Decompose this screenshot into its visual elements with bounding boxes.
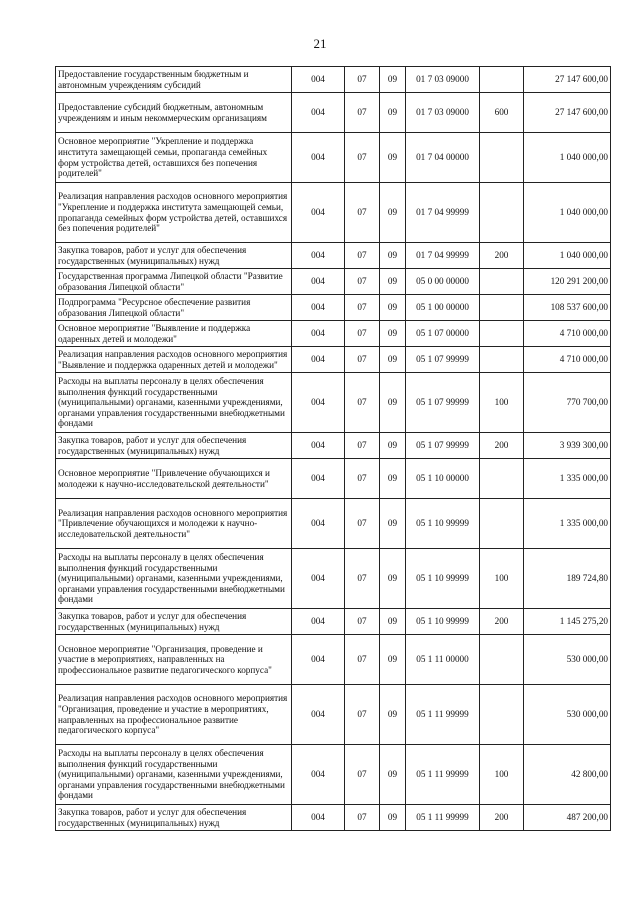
expense-type-cell xyxy=(480,67,524,93)
subsection-code-cell: 09 xyxy=(380,685,406,745)
section-code-cell: 07 xyxy=(345,805,380,831)
subsection-code-cell: 09 xyxy=(380,269,406,295)
subsection-code-cell: 09 xyxy=(380,243,406,269)
section-code-cell: 07 xyxy=(345,685,380,745)
amount-cell: 27 147 600,00 xyxy=(524,93,611,133)
table-row xyxy=(56,373,611,433)
subsection-code-cell: 09 xyxy=(380,321,406,347)
subsection-code-cell: 09 xyxy=(380,373,406,433)
ministry-code-cell: 004 xyxy=(292,269,345,295)
section-code-cell: 07 xyxy=(345,269,380,295)
target-article-cell: 05 1 07 00000 xyxy=(406,321,480,347)
section-code-cell: 07 xyxy=(345,347,380,373)
ministry-code-cell: 004 xyxy=(292,321,345,347)
amount-cell: 530 000,00 xyxy=(524,685,611,745)
subsection-code-cell: 09 xyxy=(380,347,406,373)
section-code-cell: 07 xyxy=(345,93,380,133)
amount-cell: 770 700,00 xyxy=(524,373,611,433)
expense-type-cell xyxy=(480,459,524,499)
section-code-cell: 07 xyxy=(345,433,380,459)
ministry-code-cell: 004 xyxy=(292,685,345,745)
section-code-cell: 07 xyxy=(345,321,380,347)
amount-cell: 120 291 200,00 xyxy=(524,269,611,295)
expense-type-cell xyxy=(480,499,524,549)
amount-cell: 1 335 000,00 xyxy=(524,499,611,549)
table-row xyxy=(56,499,611,549)
expense-type-cell: 100 xyxy=(480,373,524,433)
ministry-code-cell: 004 xyxy=(292,499,345,549)
row-name-cell: Расходы на выплаты персоналу в целях обеспечения выполнения функций государственными (муниципальными) органами, казенными учреждениями, органами управления государственными внебюджетными фондами xyxy=(56,745,292,805)
ministry-code-cell: 004 xyxy=(292,635,345,685)
subsection-code-cell: 09 xyxy=(380,459,406,499)
ministry-code-cell: 004 xyxy=(292,133,345,183)
ministry-code-cell: 004 xyxy=(292,459,345,499)
table-row xyxy=(56,685,611,745)
ministry-code-cell: 004 xyxy=(292,373,345,433)
table-row xyxy=(56,243,611,269)
subsection-code-cell: 09 xyxy=(380,499,406,549)
section-code-cell: 07 xyxy=(345,609,380,635)
subsection-code-cell: 09 xyxy=(380,433,406,459)
ministry-code-cell: 004 xyxy=(292,805,345,831)
row-name-cell: Реализация направления расходов основного мероприятия "Организация, проведение и участие в мероприятиях, направленных на профессиональное развитие педагогического корпуса" xyxy=(56,685,292,745)
expense-type-cell: 200 xyxy=(480,805,524,831)
target-article-cell: 05 1 10 99999 xyxy=(406,549,480,609)
page-number: 21 xyxy=(313,36,327,51)
section-code-cell: 07 xyxy=(345,373,380,433)
target-article-cell: 05 1 11 99999 xyxy=(406,805,480,831)
table-row xyxy=(56,549,611,609)
table-row xyxy=(56,459,611,499)
table-row xyxy=(56,133,611,183)
amount-cell: 1 335 000,00 xyxy=(524,459,611,499)
section-code-cell: 07 xyxy=(345,133,380,183)
subsection-code-cell: 09 xyxy=(380,67,406,93)
table-row xyxy=(56,635,611,685)
row-name-cell: Основное мероприятие "Привлечение обучающихся и молодежи к научно-исследовательской деятельности" xyxy=(56,459,292,499)
target-article-cell: 01 7 03 09000 xyxy=(406,67,480,93)
table-row xyxy=(56,609,611,635)
amount-cell: 3 939 300,00 xyxy=(524,433,611,459)
row-name-cell: Расходы на выплаты персоналу в целях обеспечения выполнения функций государственными (муниципальными) органами, казенными учреждениями, органами управления государственными внебюджетными фондами xyxy=(56,373,292,433)
subsection-code-cell: 09 xyxy=(380,133,406,183)
table-row xyxy=(56,93,611,133)
expense-type-cell xyxy=(480,685,524,745)
table-row xyxy=(56,433,611,459)
ministry-code-cell: 004 xyxy=(292,745,345,805)
expense-type-cell xyxy=(480,635,524,685)
row-name-cell: Закупка товаров, работ и услуг для обеспечения государственных (муниципальных) нужд xyxy=(56,433,292,459)
expense-type-cell xyxy=(480,295,524,321)
section-code-cell: 07 xyxy=(345,459,380,499)
target-article-cell: 01 7 04 99999 xyxy=(406,183,480,243)
expense-type-cell: 200 xyxy=(480,609,524,635)
expense-type-cell: 200 xyxy=(480,243,524,269)
ministry-code-cell: 004 xyxy=(292,183,345,243)
table-row xyxy=(56,745,611,805)
target-article-cell: 05 1 07 99999 xyxy=(406,373,480,433)
amount-cell: 1 145 275,20 xyxy=(524,609,611,635)
target-article-cell: 05 1 07 99999 xyxy=(406,433,480,459)
expense-type-cell: 200 xyxy=(480,433,524,459)
row-name-cell: Предоставление субсидий бюджетным, автономным учреждениям и иным некоммерческим организациям xyxy=(56,93,292,133)
amount-cell: 42 800,00 xyxy=(524,745,611,805)
section-code-cell: 07 xyxy=(345,549,380,609)
budget-table xyxy=(55,66,611,831)
amount-cell: 1 040 000,00 xyxy=(524,243,611,269)
row-name-cell: Предоставление государственным бюджетным и автономным учреждениям субсидий xyxy=(56,67,292,93)
section-code-cell: 07 xyxy=(345,243,380,269)
section-code-cell: 07 xyxy=(345,745,380,805)
amount-cell: 189 724,80 xyxy=(524,549,611,609)
ministry-code-cell: 004 xyxy=(292,93,345,133)
row-name-cell: Основное мероприятие "Выявление и поддержка одаренных детей и молодежи" xyxy=(56,321,292,347)
amount-cell: 487 200,00 xyxy=(524,805,611,831)
subsection-code-cell: 09 xyxy=(380,805,406,831)
expense-type-cell xyxy=(480,183,524,243)
expense-type-cell xyxy=(480,347,524,373)
subsection-code-cell: 09 xyxy=(380,609,406,635)
row-name-cell: Закупка товаров, работ и услуг для обеспечения государственных (муниципальных) нужд xyxy=(56,805,292,831)
expense-type-cell xyxy=(480,269,524,295)
target-article-cell: 01 7 04 99999 xyxy=(406,243,480,269)
amount-cell: 4 710 000,00 xyxy=(524,347,611,373)
row-name-cell: Реализация направления расходов основного мероприятия "Укрепление и поддержка института замещающей семьи, пропаганда семейных форм устройства детей, оставшихся без попечения родителей" xyxy=(56,183,292,243)
subsection-code-cell: 09 xyxy=(380,549,406,609)
target-article-cell: 01 7 04 00000 xyxy=(406,133,480,183)
row-name-cell: Основное мероприятие "Укрепление и поддержка института замещающей семьи, пропаганда семейных форм устройства детей, оставшихся без попечения родителей" xyxy=(56,133,292,183)
table-row xyxy=(56,347,611,373)
ministry-code-cell: 004 xyxy=(292,347,345,373)
target-article-cell: 05 1 11 00000 xyxy=(406,635,480,685)
target-article-cell: 05 1 10 99999 xyxy=(406,499,480,549)
section-code-cell: 07 xyxy=(345,67,380,93)
subsection-code-cell: 09 xyxy=(380,635,406,685)
table-row xyxy=(56,67,611,93)
expense-type-cell xyxy=(480,133,524,183)
ministry-code-cell: 004 xyxy=(292,433,345,459)
ministry-code-cell: 004 xyxy=(292,549,345,609)
table-row xyxy=(56,295,611,321)
row-name-cell: Реализация направления расходов основного мероприятия "Выявление и поддержка одаренных детей и молодежи" xyxy=(56,347,292,373)
section-code-cell: 07 xyxy=(345,295,380,321)
target-article-cell: 05 1 07 99999 xyxy=(406,347,480,373)
target-article-cell: 05 1 10 99999 xyxy=(406,609,480,635)
subsection-code-cell: 09 xyxy=(380,93,406,133)
table-row xyxy=(56,269,611,295)
expense-type-cell: 600 xyxy=(480,93,524,133)
ministry-code-cell: 004 xyxy=(292,295,345,321)
ministry-code-cell: 004 xyxy=(292,609,345,635)
row-name-cell: Закупка товаров, работ и услуг для обеспечения государственных (муниципальных) нужд xyxy=(56,609,292,635)
amount-cell: 4 710 000,00 xyxy=(524,321,611,347)
amount-cell: 27 147 600,00 xyxy=(524,67,611,93)
amount-cell: 1 040 000,00 xyxy=(524,183,611,243)
amount-cell: 530 000,00 xyxy=(524,635,611,685)
table-row xyxy=(56,321,611,347)
amount-cell: 108 537 600,00 xyxy=(524,295,611,321)
row-name-cell: Основное мероприятие "Организация, проведение и участие в мероприятиях, направленных на профессиональное развитие педагогического корпуса" xyxy=(56,635,292,685)
target-article-cell: 05 1 11 99999 xyxy=(406,685,480,745)
subsection-code-cell: 09 xyxy=(380,745,406,805)
target-article-cell: 05 0 00 00000 xyxy=(406,269,480,295)
table-row xyxy=(56,805,611,831)
budget-table-body xyxy=(56,67,611,831)
expense-type-cell: 100 xyxy=(480,745,524,805)
table-row xyxy=(56,183,611,243)
target-article-cell: 01 7 03 09000 xyxy=(406,93,480,133)
subsection-code-cell: 09 xyxy=(380,295,406,321)
row-name-cell: Закупка товаров, работ и услуг для обеспечения государственных (муниципальных) нужд xyxy=(56,243,292,269)
target-article-cell: 05 1 10 00000 xyxy=(406,459,480,499)
target-article-cell: 05 1 11 99999 xyxy=(406,745,480,805)
ministry-code-cell: 004 xyxy=(292,67,345,93)
ministry-code-cell: 004 xyxy=(292,243,345,269)
row-name-cell: Подпрограмма "Ресурсное обеспечение развития образования Липецкой области" xyxy=(56,295,292,321)
amount-cell: 1 040 000,00 xyxy=(524,133,611,183)
row-name-cell: Государственная программа Липецкой области "Развитие образования Липецкой области" xyxy=(56,269,292,295)
section-code-cell: 07 xyxy=(345,183,380,243)
target-article-cell: 05 1 00 00000 xyxy=(406,295,480,321)
row-name-cell: Расходы на выплаты персоналу в целях обеспечения выполнения функций государственными (муниципальными) органами, казенными учреждениями, органами управления государственными внебюджетными фондами xyxy=(56,549,292,609)
section-code-cell: 07 xyxy=(345,499,380,549)
section-code-cell: 07 xyxy=(345,635,380,685)
expense-type-cell: 100 xyxy=(480,549,524,609)
expense-type-cell xyxy=(480,321,524,347)
row-name-cell: Реализация направления расходов основного мероприятия "Привлечение обучающихся и молодежи к научно-исследовательской деятельности" xyxy=(56,499,292,549)
subsection-code-cell: 09 xyxy=(380,183,406,243)
